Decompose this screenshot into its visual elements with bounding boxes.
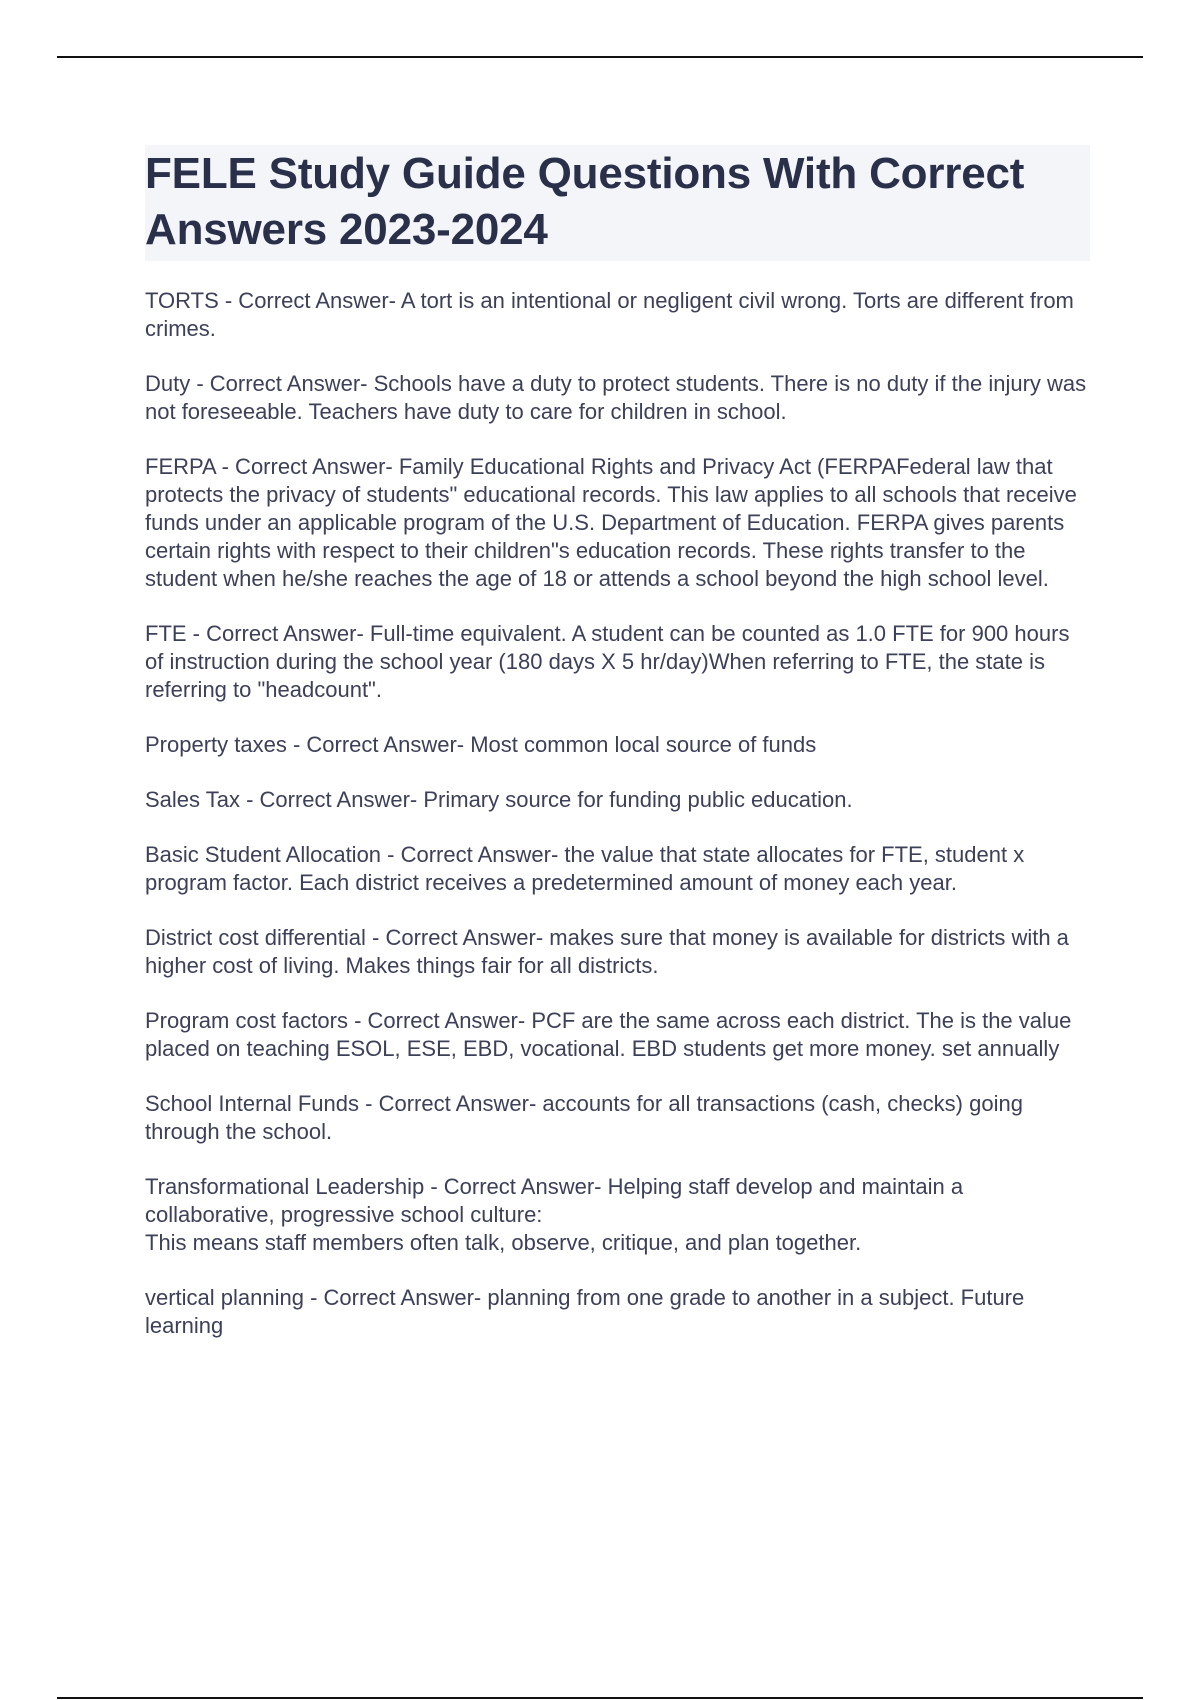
qa-entry-district-cost-differential: District cost differential - Correct Answer- makes sure that money is available for districts with a higher cost of living. Makes things fair for all districts. xyxy=(145,925,1069,978)
qa-entry-sales-tax: Sales Tax - Correct Answer- Primary source for funding public education. xyxy=(145,787,853,812)
footer-rule xyxy=(57,1697,1143,1699)
qa-entry-property-taxes: Property taxes - Correct Answer- Most common local source of funds xyxy=(145,732,817,757)
title-banner xyxy=(145,145,1090,261)
qa-entry-ferpa: FERPA - Correct Answer- Family Educational Rights and Privacy Act (FERPAFederal law that protects the privacy of students" educational records. This law applies to all schools that receive funds under an applicable program of the U.S. Department of Education. FERPA gives parents certain rights with respect to their children"s education records. These rights transfer to the student when he/she reaches the age of 18 or attends a school beyond the high school level. xyxy=(145,454,1077,591)
qa-entry-program-cost-factors: Program cost factors - Correct Answer- PCF are the same across each district. The is the value placed on teaching ESOL, ESE, EBD, vocational. EBD students get more money. set annually xyxy=(145,1008,1072,1061)
qa-entry-fte: FTE - Correct Answer- Full-time equivalent. A student can be counted as 1.0 FTE for 900 hours of instruction during the school year (180 days X 5 hr/day)When referring to FTE, the state is referring to "headcount". xyxy=(145,621,1070,702)
document-title: FELE Study Guide Questions With Correct Answers 2023-2024 xyxy=(145,149,1025,254)
qa-entry-basic-student-allocation: Basic Student Allocation - Correct Answer- the value that state allocates for FTE, student x program factor. Each district receives a predetermined amount of money each year. xyxy=(145,842,1025,895)
qa-entry-torts: TORTS - Correct Answer- A tort is an intentional or negligent civil wrong. Torts are different from crimes. xyxy=(145,288,1074,341)
header-rule xyxy=(57,56,1143,58)
document-body xyxy=(145,145,1090,1367)
qa-entry-vertical-planning: vertical planning - Correct Answer- planning from one grade to another in a subject. Future learning xyxy=(145,1285,1025,1338)
qa-entry-school-internal-funds: School Internal Funds - Correct Answer- accounts for all transactions (cash, checks) going through the school. xyxy=(145,1091,1023,1144)
qa-entry-duty: Duty - Correct Answer- Schools have a duty to protect students. There is no duty if the injury was not foreseeable. Teachers have duty to care for children in school. xyxy=(145,371,1087,424)
qa-entry-transformational-leadership: Transformational Leadership - Correct Answer- Helping staff develop and maintain a collaborative, progressive school culture: This means staff members often talk, observe, critique, and plan together. xyxy=(145,1174,964,1255)
